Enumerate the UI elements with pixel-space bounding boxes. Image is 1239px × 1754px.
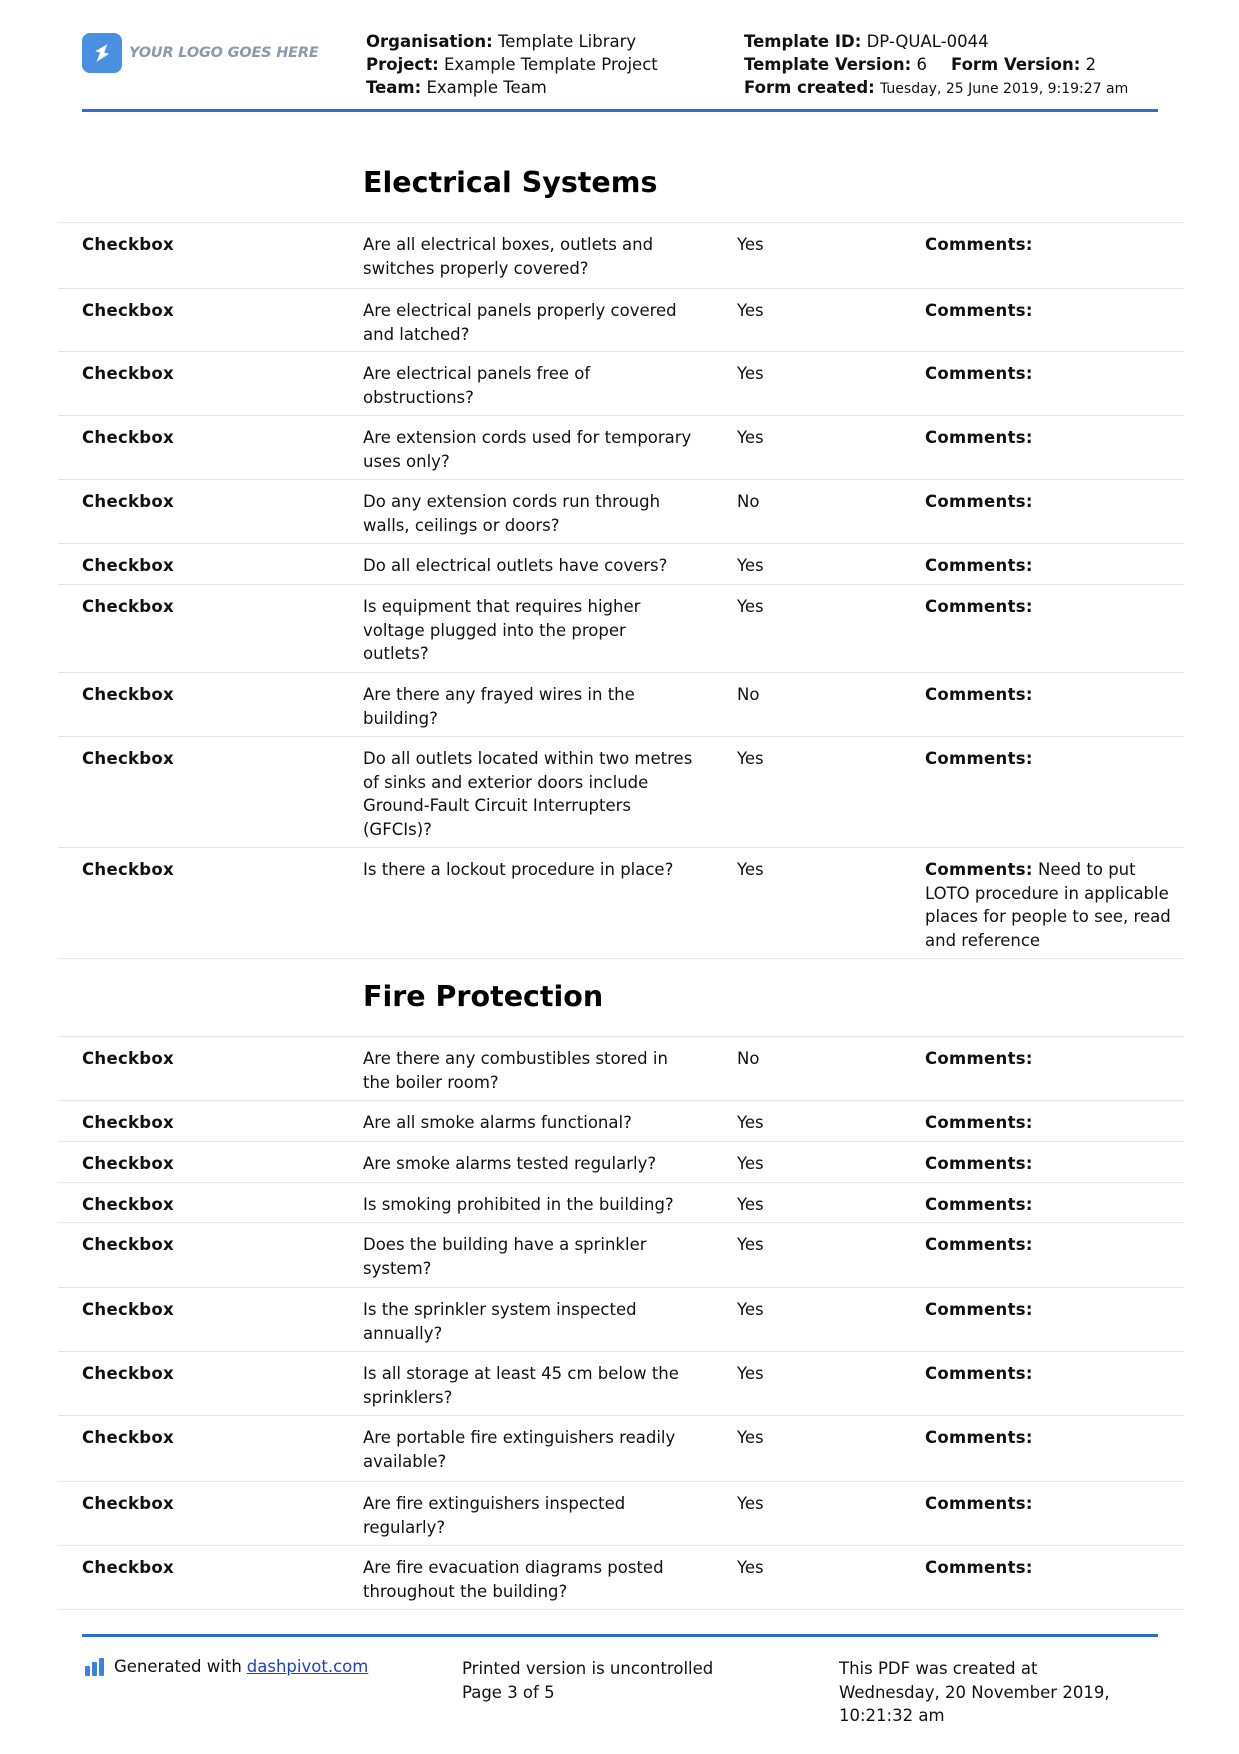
answer-value: Yes (737, 860, 764, 879)
generated-text: Generated with (114, 1657, 242, 1676)
field-type: Checkbox (82, 301, 174, 320)
comments-label: Comments: (925, 1195, 1033, 1214)
question-text: Are portable fire extinguishers readily available? (363, 1428, 676, 1471)
comments (925, 1556, 1180, 1580)
table-row (58, 222, 1184, 288)
comments (925, 362, 1180, 386)
pdf-created-line: 10:21:32 am (839, 1706, 945, 1725)
field-type: Checkbox (82, 1300, 174, 1319)
field-type: Checkbox (82, 860, 174, 879)
field-type: Checkbox (82, 1235, 174, 1254)
table-row (58, 288, 1184, 351)
answer-value: Yes (737, 1558, 764, 1577)
project-value: Example Template Project (443, 55, 658, 74)
question-text: Are fire extinguishers inspected regularly? (363, 1494, 626, 1537)
comments-text: Need to put LOTO procedure in applicable places for people to see, read and reference (925, 860, 1171, 950)
answer-value: Yes (737, 1300, 764, 1319)
header-template-info (744, 30, 1128, 101)
comments (925, 1426, 1180, 1450)
field-type: Checkbox (82, 1195, 174, 1214)
comments-label: Comments: (925, 301, 1033, 320)
header-org-info (366, 30, 658, 99)
table-row (58, 1182, 1184, 1222)
answer-value: Yes (737, 749, 764, 768)
answer-value: No (737, 685, 760, 704)
table-row (58, 847, 1184, 958)
field-type: Checkbox (82, 749, 174, 768)
comments-label: Comments: (925, 235, 1033, 254)
answer-value: Yes (737, 301, 764, 320)
field-type: Checkbox (82, 1558, 174, 1577)
form-created-label: Form created: (744, 78, 875, 97)
table-row (58, 736, 1184, 847)
dashpivot-link[interactable]: dashpivot.com (246, 1657, 369, 1676)
project-label: Project: (366, 55, 439, 74)
organisation-label: Organisation: (366, 32, 493, 51)
comments (925, 747, 1180, 771)
table-row (58, 1351, 1184, 1415)
comments-label: Comments: (925, 685, 1033, 704)
divider (58, 958, 1184, 959)
comments-label: Comments: (925, 1494, 1033, 1513)
question-text: Are all electrical boxes, outlets and switches properly covered? (363, 235, 654, 278)
question-text: Is smoking prohibited in the building? (363, 1195, 674, 1214)
section-title: Fire Protection (363, 980, 604, 1013)
question-text: Is all storage at least 45 cm below the sprinklers? (363, 1364, 679, 1407)
comments (925, 1492, 1180, 1516)
comments (925, 1362, 1180, 1386)
logo-text: YOUR LOGO GOES HERE (129, 45, 319, 61)
comments-label: Comments: (925, 1049, 1033, 1068)
question-text: Are fire evacuation diagrams posted throughout the building? (363, 1558, 664, 1601)
uncontrolled-notice: Printed version is uncontrolled (462, 1659, 714, 1678)
dashpivot-icon (85, 1658, 106, 1676)
page-header (82, 30, 1158, 112)
table-row (58, 543, 1184, 584)
question-text: Is there a lockout procedure in place? (363, 860, 674, 879)
pdf-created-line: This PDF was created at (839, 1659, 1038, 1678)
answer-value: Yes (737, 1428, 764, 1447)
question-text: Are smoke alarms tested regularly? (363, 1154, 657, 1173)
field-type: Checkbox (82, 1154, 174, 1173)
field-type: Checkbox (82, 364, 174, 383)
template-id-label: Template ID: (744, 32, 862, 51)
team-label: Team: (366, 78, 422, 97)
table-row (58, 1481, 1184, 1545)
field-type: Checkbox (82, 428, 174, 447)
comments (925, 1193, 1180, 1217)
comments-label: Comments: (925, 1364, 1033, 1383)
comments-label: Comments: (925, 492, 1033, 511)
table-row (58, 1415, 1184, 1481)
comments (925, 1233, 1180, 1257)
comments-label: Comments: (925, 860, 1033, 879)
table-row (58, 1222, 1184, 1287)
comments-label: Comments: (925, 364, 1033, 383)
comments (925, 1298, 1180, 1322)
comments-label: Comments: (925, 428, 1033, 447)
pdf-created (839, 1657, 1139, 1728)
question-text: Do all electrical outlets have covers? (363, 556, 668, 575)
answer-value: Yes (737, 235, 764, 254)
comments (925, 299, 1180, 323)
answer-value: Yes (737, 1494, 764, 1513)
comments (925, 1152, 1180, 1176)
table-row (58, 479, 1184, 543)
divider (58, 1609, 1184, 1610)
template-id-value: DP-QUAL-0044 (866, 32, 989, 51)
comments-label: Comments: (925, 1113, 1033, 1132)
team-value: Example Team (426, 78, 547, 97)
comments-label: Comments: (925, 1154, 1033, 1173)
table-row (58, 1036, 1184, 1100)
comments (925, 683, 1180, 707)
comments (925, 1047, 1180, 1071)
form-version-label: Form Version: (950, 55, 1081, 74)
form-version-value: 2 (1085, 55, 1097, 74)
page-footer (82, 1634, 1158, 1725)
answer-value: Yes (737, 556, 764, 575)
question-text: Do all outlets located within two metres of sinks and exterior doors include Ground-Fault Circuit Interrupters (GFCIs)? (363, 749, 693, 839)
field-type: Checkbox (82, 1049, 174, 1068)
field-type: Checkbox (82, 597, 174, 616)
comments-label: Comments: (925, 1558, 1033, 1577)
field-type: Checkbox (82, 1364, 174, 1383)
question-text: Is equipment that requires higher voltage plugged into the proper outlets? (363, 597, 641, 663)
field-type: Checkbox (82, 685, 174, 704)
table-row (58, 351, 1184, 415)
field-type: Checkbox (82, 556, 174, 575)
comments-label: Comments: (925, 556, 1033, 575)
comments-label: Comments: (925, 1300, 1033, 1319)
answer-value: Yes (737, 1154, 764, 1173)
answer-value: No (737, 1049, 760, 1068)
section-title: Electrical Systems (363, 166, 658, 199)
pdf-created-line: Wednesday, 20 November 2019, (839, 1682, 1110, 1702)
answer-value: Yes (737, 364, 764, 383)
comments-label: Comments: (925, 749, 1033, 768)
answer-value: No (737, 492, 760, 511)
comments-label: Comments: (925, 1428, 1033, 1447)
footer-middle (462, 1657, 713, 1704)
comments-label: Comments: (925, 1235, 1033, 1254)
field-type: Checkbox (82, 1428, 174, 1447)
organisation-value: Template Library (497, 32, 637, 51)
table-row (58, 1545, 1184, 1609)
question-text: Are all smoke alarms functional? (363, 1113, 632, 1132)
field-type: Checkbox (82, 1113, 174, 1132)
answer-value: Yes (737, 428, 764, 447)
answer-value: Yes (737, 1195, 764, 1214)
form-created-value: Tuesday, 25 June 2019, 9:19:27 am (880, 81, 1129, 97)
table-row (58, 584, 1184, 672)
table-row (58, 1141, 1184, 1182)
question-text: Are there any frayed wires in the building? (363, 685, 635, 728)
table-row (58, 1100, 1184, 1141)
field-type: Checkbox (82, 1494, 174, 1513)
generated-with (85, 1657, 368, 1676)
page-number: Page 3 of 5 (462, 1682, 555, 1702)
logo (82, 33, 319, 73)
field-type: Checkbox (82, 235, 174, 254)
comments (925, 490, 1180, 514)
table-row (58, 1287, 1184, 1351)
comments-label: Comments: (925, 597, 1033, 616)
table-row (58, 415, 1184, 479)
comments (925, 233, 1180, 257)
table-row (58, 672, 1184, 736)
question-text: Is the sprinkler system inspected annually? (363, 1300, 637, 1343)
comments (925, 858, 1180, 952)
template-version-label: Template Version: (744, 55, 912, 74)
comments (925, 595, 1180, 619)
template-version-value: 6 (916, 55, 927, 74)
question-text: Are electrical panels properly covered and latched? (363, 301, 677, 344)
question-text: Are there any combustibles stored in the boiler room? (363, 1049, 668, 1092)
question-text: Are extension cords used for temporary uses only? (363, 428, 692, 471)
comments (925, 426, 1180, 450)
field-type: Checkbox (82, 492, 174, 511)
comments (925, 554, 1180, 578)
logo-icon (82, 33, 122, 73)
comments (925, 1111, 1180, 1135)
answer-value: Yes (737, 1235, 764, 1254)
question-text: Are electrical panels free of obstructions? (363, 364, 591, 407)
answer-value: Yes (737, 1364, 764, 1383)
answer-value: Yes (737, 1113, 764, 1132)
question-text: Do any extension cords run through walls, ceilings or doors? (363, 492, 661, 535)
answer-value: Yes (737, 597, 764, 616)
question-text: Does the building have a sprinkler system? (363, 1235, 647, 1278)
